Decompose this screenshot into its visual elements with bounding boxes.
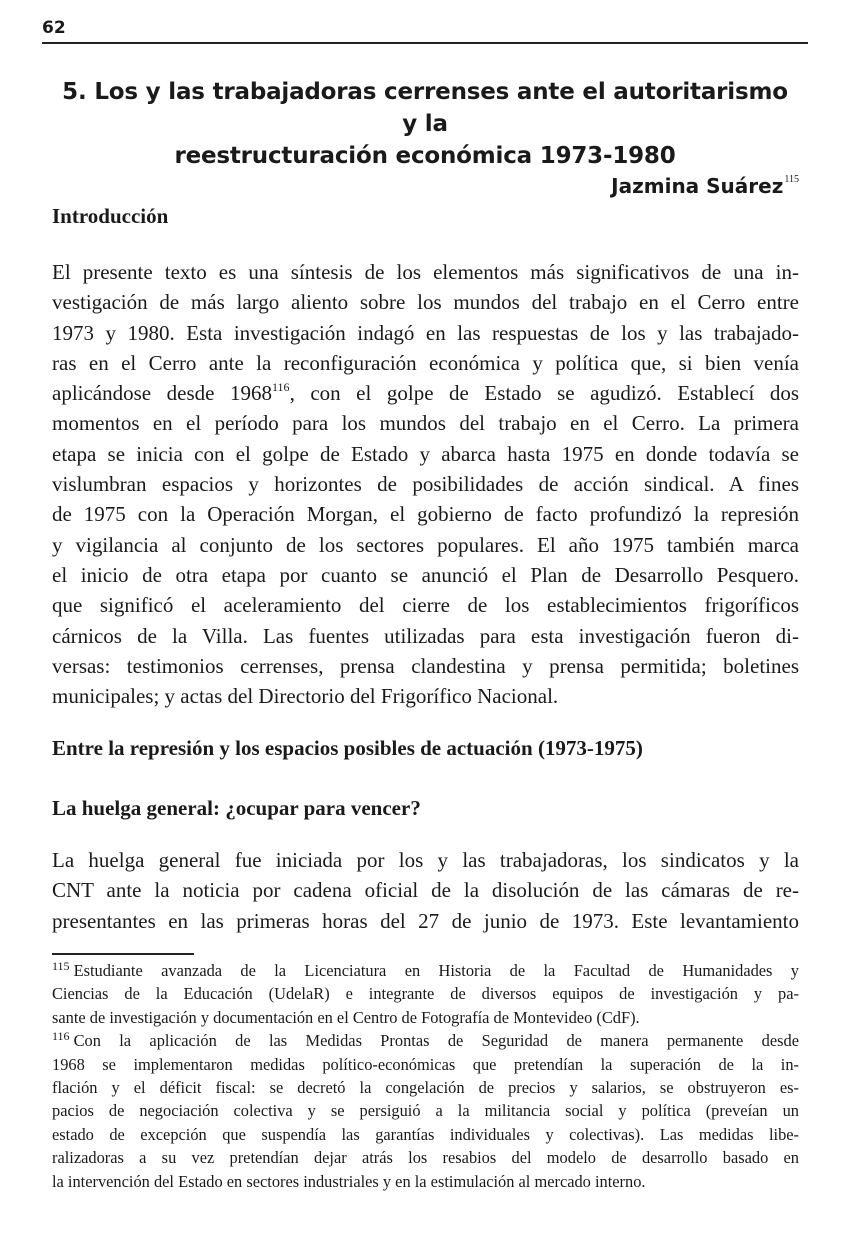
text-line: y vigilancia al conjunto de los sectores populares. El año 1975 también marca — [52, 532, 799, 557]
footnotes — [52, 959, 799, 1193]
text-segment: , con el golpe de Estado se agudizó. Establecí dos — [289, 381, 799, 406]
footnote-line: estado de excepción que suspendía las garantías individuales y colectivas). Las medidas libe- — [52, 1124, 799, 1144]
text-line: de 1975 con la Operación Morgan, el gobierno de facto profundizó la represión — [52, 502, 799, 527]
footnote-line: sante de investigación y documentación en el Centro de Fotografía de Montevideo (CdF). — [52, 1007, 640, 1027]
text-segment: aplicándose desde 1968 — [52, 381, 272, 406]
text-line: versas: testimonios cerrenses, prensa clandestina y prensa permitida; boletines — [52, 653, 799, 678]
footnote-line: flación y el déficit fiscal: se decretó la congelación de precios y salarios, se obstruyeron es- — [52, 1077, 799, 1097]
chapter-title-line: reestructuración económica 1973-1980 — [174, 143, 676, 169]
heading-introduction: Introducción — [52, 204, 169, 228]
author-name: Jazmina Suárez — [611, 174, 784, 198]
footnote-line: la intervención del Estado en sectores industriales y en la estimulación al mercado interno. — [52, 1171, 646, 1191]
footnote-mark: 116 — [52, 1029, 70, 1044]
text-line: 1973 y 1980. Esta investigación indagó en las respuestas de los y las trabajado- — [52, 320, 799, 345]
footnote-line — [52, 1029, 799, 1052]
text-line: CNT ante la noticia por cadena oficial de la disolución de las cámaras de re- — [52, 878, 799, 903]
page-number: 62 — [42, 18, 66, 38]
footnote-line: ralizadoras a su vez pretendían dejar atrás los resabios del modelo de desarrollo basado en — [52, 1148, 799, 1168]
footnote — [52, 959, 799, 1029]
text-line: El presente texto es una síntesis de los elementos más significativos de una in- — [52, 260, 799, 284]
footnote-line: pacios de negociación colectiva y se persiguió a la militancia social y política (preveían un — [52, 1101, 799, 1121]
text-line: que significó el aceleramiento del cierre de los establecimientos frigoríficos — [52, 593, 799, 618]
text-line: vestigación de más largo aliento sobre los mundos del trabajo en el Cerro entre — [52, 290, 799, 315]
heading-section: Entre la represión y los espacios posibles de actuación (1973-1975) — [52, 736, 643, 760]
footnote-ref: 115 — [784, 174, 799, 185]
text-line: presentantes en las primeras horas del 27 de junio de 1973. Este levantamiento — [52, 908, 799, 933]
footnote — [52, 1029, 799, 1193]
text-segment: Con la aplicación de las Medidas Prontas de Seguridad de manera permanente desde — [73, 1031, 799, 1051]
footnote-mark: 115 — [52, 959, 70, 973]
page-header — [42, 16, 808, 44]
text-line: La huelga general fue iniciada por los y las trabajadoras, los sindicatos y la — [52, 848, 799, 872]
text-line: ras en el Cerro ante la reconfiguración económica y política que, si bien venía — [52, 350, 799, 375]
text-line: municipales; y actas del Directorio del Frigorífico Nacional. — [52, 684, 559, 709]
text-line: cárnicos de la Villa. Las fuentes utilizadas para esta investigación fueron di- — [52, 623, 799, 648]
strike-paragraph — [52, 845, 799, 936]
text-segment: Estudiante avanzada de la Licenciatura en Historia de la Facultad de Humanidades y — [73, 961, 799, 980]
text-line: el inicio de otra etapa por cuanto se anunció el Plan de Desarrollo Pesquero. — [52, 562, 799, 587]
footnote-line: Ciencias de la Educación (UdelaR) e integrante de diversos equipos de investigación y pa- — [52, 984, 799, 1004]
footnote-separator — [52, 953, 194, 955]
text-line: etapa se inicia con el golpe de Estado y abarca hasta 1975 en donde todavía se — [52, 441, 799, 466]
footnote-line — [52, 959, 799, 982]
text-line: vislumbran espacios y horizontes de posibilidades de acción sindical. A fines — [52, 472, 799, 497]
chapter-title-line: 5. Los y las trabajadoras cerrenses ante el autoritarismo y la — [62, 79, 788, 137]
author-byline — [611, 174, 799, 198]
heading-subsection: La huelga general: ¿ocupar para vencer? — [52, 796, 421, 820]
text-line — [52, 378, 799, 408]
text-line: momentos en el período para los mundos del trabajo en el Cerro. La primera — [52, 411, 799, 436]
intro-paragraph — [52, 257, 799, 711]
chapter-title — [52, 76, 798, 172]
footnote-line: 1968 se implementaron medidas político-económicas que pretendían la superación de la in- — [52, 1054, 799, 1074]
footnote-ref: 116 — [272, 380, 290, 395]
